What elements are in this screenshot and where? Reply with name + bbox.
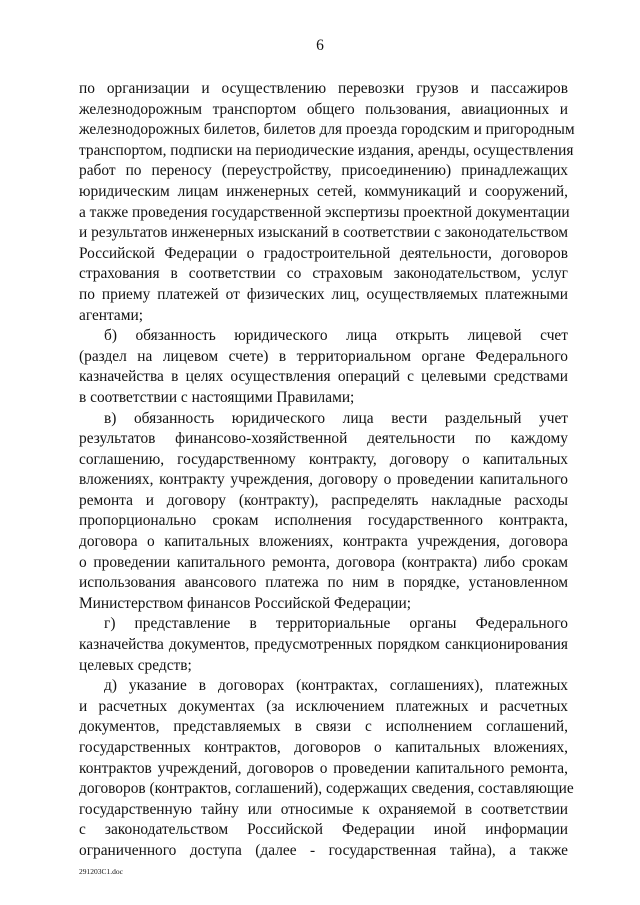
text-line: о проведении капитального ремонта, договора (контракта) либо срокам [79,553,568,571]
text-line: г) представление в территориальные органы Федерального [104,615,568,633]
text-line: в соответствии с настоящими Правилами; [79,388,355,406]
text-line: агентами; [79,306,144,324]
text-line: и результатов инженерных изысканий в соответствии с законодательством [79,224,568,242]
text-line: б) обязанность юридического лица открыть лицевой счет [104,327,568,345]
text-line: использования авансового платежа по ним в порядке, установленном [79,574,568,592]
text-line: по организации и осуществлению перевозки грузов и пассажиров [79,80,568,97]
paragraph [79,614,568,676]
text-line: в) обязанность юридического лица вести раздельный учет [104,409,568,427]
text-line: контрактов учреждений, договоров о проведении капитального ремонта, [79,759,568,777]
text-line: железнодорожным транспортом общего пользования, авиационных и [79,100,568,118]
text-line: юридическим лицам инженерных сетей, коммуникаций и сооружений, [79,182,568,200]
text-line: а также проведения государственной экспертизы проектной документации [79,203,570,221]
text-line: целевых средств; [79,656,192,674]
text-line: документов, представляемых в связи с исполнением соглашений, [79,718,568,736]
paragraph [79,79,575,326]
text-line: казначейства в целях осуществления операций с целевыми средствами [79,368,568,386]
paragraph [79,409,568,615]
text-line: и расчетных документах (за исключением платежных и расчетных [79,697,568,715]
text-line: с законодательством Российской Федерации иной информации [79,821,568,839]
document-body [79,79,575,862]
text-line: (раздел на лицевом счете) в территориальном органе Федерального [79,347,568,365]
text-line: по приему платежей от физических лиц, осуществляемых платежными [79,285,568,303]
text-line: ограниченного доступа (далее - государственная тайна), а также [79,841,568,859]
text-line: государственную тайну или относимые к охраняемой в соответствии [79,800,568,818]
paragraph [79,676,574,861]
footer-filename: 291203C1.doc [79,867,123,876]
paragraph [79,326,568,408]
text-line: договора о капитальных вложениях, контракта учреждения, договора [79,533,568,551]
text-line: страхования в соответствии со страховым законодательством, услуг [79,265,568,283]
text-line: работ по переносу (переустройству, присоединению) принадлежащих [79,162,568,180]
text-line: пропорционально срокам исполнения государственного контракта, [79,512,568,530]
page-number: 6 [316,37,324,54]
text-line: государственных контрактов, договоров о капитальных вложениях, [79,739,568,756]
text-line: Министерством финансов Российской Федерации; [79,594,411,612]
text-line: договоров (контрактов, соглашений), содержащих сведения, составляющие [79,780,574,798]
text-line: результатов финансово-хозяйственной деятельности по каждому [79,430,568,448]
text-line: д) указание в договорах (контрактах, соглашениях), платежных [104,677,568,695]
text-line: вложениях, контракту учреждения, договору о проведении капитального [79,471,568,489]
text-line: ремонта и договору (контракту), распределять накладные расходы [79,491,568,509]
text-line: транспортом, подписки на периодические издания, аренды, осуществления [79,141,574,159]
text-line: Российской Федерации о градостроительной деятельности, договоров [79,244,568,262]
text-line: соглашению, государственному контракту, договору о капитальных [79,450,568,468]
text-line: казначейства документов, предусмотренных порядком санкционирования [79,636,568,654]
text-line: железнодорожных билетов, билетов для проезда городским и пригородным [79,121,575,139]
